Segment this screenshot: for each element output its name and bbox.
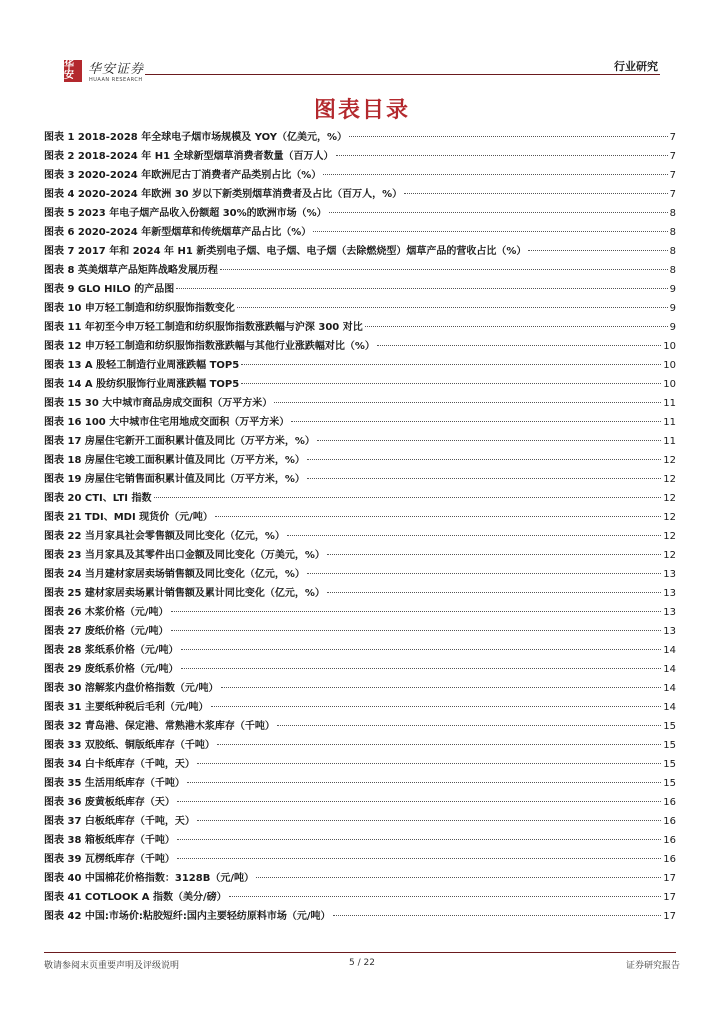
- toc-entry-page: 14: [663, 645, 676, 656]
- toc-leader-dots: [256, 877, 661, 878]
- toc-entry[interactable]: [44, 736, 676, 755]
- toc-leader-dots: [241, 383, 661, 384]
- toc-entry[interactable]: [44, 793, 676, 812]
- toc-entry-label: 图表 27 废纸价格（元/吨）: [44, 626, 169, 637]
- toc-entry-label: 图表 33 双胶纸、铜版纸库存（千吨）: [44, 740, 215, 751]
- toc-leader-dots: [237, 307, 668, 308]
- toc-entry[interactable]: [44, 698, 676, 717]
- toc-leader-dots: [404, 193, 668, 194]
- toc-entry[interactable]: [44, 489, 676, 508]
- toc-entry[interactable]: [44, 679, 676, 698]
- page-header: [0, 0, 724, 90]
- section-label: 行业研究: [614, 60, 658, 73]
- toc-leader-dots: [313, 231, 667, 232]
- toc-entry[interactable]: [44, 375, 676, 394]
- toc-entry-page: 14: [663, 683, 676, 694]
- toc-entry-page: 17: [663, 892, 676, 903]
- toc-entry-page: 9: [669, 303, 676, 314]
- toc-leader-dots: [336, 155, 668, 156]
- toc-entry[interactable]: [44, 128, 676, 147]
- toc-leader-dots: [241, 364, 661, 365]
- toc-entry-label: 图表 8 英美烟草产品矩阵战略发展历程: [44, 265, 218, 276]
- toc-entry-label: 图表 16 100 大中城市住宅用地成交面积（万平方米）: [44, 417, 290, 428]
- toc-entry-page: 13: [663, 569, 676, 580]
- toc-entry-label: 图表 11 年初至今申万轻工制造和纺织服饰指数涨跌幅与沪深 300 对比: [44, 322, 363, 333]
- toc-entry[interactable]: [44, 242, 676, 261]
- toc-entry-page: 15: [663, 740, 676, 751]
- toc-entry-label: 图表 37 白板纸库存（千吨，天）: [44, 816, 195, 827]
- footer-disclaimer: 敬请参阅末页重要声明及评级说明: [44, 961, 180, 971]
- brand-name: 华安证券: [88, 62, 145, 77]
- toc-entry[interactable]: [44, 565, 676, 584]
- toc-entry-page: 15: [663, 778, 676, 789]
- toc-entry-label: 图表 19 房屋住宅销售面积累计值及同比（万平方米，%）: [44, 474, 305, 485]
- toc-entry-label: 图表 34 白卡纸库存（千吨，天）: [44, 759, 195, 770]
- toc-leader-dots: [307, 459, 661, 460]
- toc-entry-page: 8: [669, 265, 676, 276]
- toc-entry-page: 12: [663, 455, 676, 466]
- toc-entry[interactable]: [44, 641, 676, 660]
- toc-entry-label: 图表 22 当月家具社会零售额及同比变化（亿元，%）: [44, 531, 285, 542]
- toc-entry-page: 15: [663, 759, 676, 770]
- toc-entry-page: 11: [663, 436, 676, 447]
- toc-leader-dots: [197, 763, 661, 764]
- toc-entry-label: 图表 31 主要纸种税后毛利（元/吨）: [44, 702, 209, 713]
- toc-entry-label: 图表 3 2020-2024 年欧洲尼古丁消费者产品类别占比（%）: [44, 170, 322, 181]
- toc-entry-page: 13: [663, 588, 676, 599]
- toc-leader-dots: [176, 288, 667, 289]
- toc-entry-page: 13: [663, 607, 676, 618]
- toc-entry-page: 13: [663, 626, 676, 637]
- toc-entry[interactable]: [44, 907, 676, 926]
- toc-entry-page: 8: [669, 246, 676, 257]
- toc-leader-dots: [377, 345, 661, 346]
- toc-leader-dots: [327, 554, 661, 555]
- toc-entry[interactable]: [44, 508, 676, 527]
- toc-leader-dots: [229, 896, 662, 897]
- toc-leader-dots: [181, 668, 662, 669]
- toc-entry[interactable]: [44, 204, 676, 223]
- toc-entry[interactable]: [44, 185, 676, 204]
- toc-entry-label: 图表 15 30 大中城市商品房成交面积（万平方米）: [44, 398, 273, 409]
- toc-entry-label: 图表 36 废黄板纸库存（天）: [44, 797, 175, 808]
- toc-entry-label: 图表 4 2020-2024 年欧洲 30 岁以下新类别烟草消费者及占比（百万人，%）: [44, 189, 403, 200]
- toc-entry-label: 图表 21 TDI、MDI 现货价（元/吨）: [44, 512, 213, 523]
- toc-entry-page: 14: [663, 702, 676, 713]
- toc-entry[interactable]: [44, 470, 676, 489]
- toc-entry[interactable]: [44, 166, 676, 185]
- toc-leader-dots: [291, 421, 661, 422]
- toc-entry-label: 图表 40 中国棉花价格指数：3128B（元/吨）: [44, 873, 254, 884]
- toc-entry[interactable]: [44, 261, 676, 280]
- toc-entry[interactable]: [44, 755, 676, 774]
- toc-entry-page: 11: [663, 398, 676, 409]
- toc-entry-label: 图表 32 青岛港、保定港、常熟港木浆库存（千吨）: [44, 721, 275, 732]
- toc-leader-dots: [171, 611, 662, 612]
- brand-name-english: HUAAN RESEARCH: [89, 77, 143, 83]
- toc-entry[interactable]: [44, 717, 676, 736]
- toc-leader-dots: [197, 820, 661, 821]
- toc-entry[interactable]: [44, 394, 676, 413]
- toc-entry-label: 图表 29 废纸系价格（元/吨）: [44, 664, 179, 675]
- toc-leader-dots: [217, 744, 661, 745]
- toc-leader-dots: [287, 535, 661, 536]
- toc-entry[interactable]: [44, 223, 676, 242]
- toc-entry-label: 图表 35 生活用纸库存（千吨）: [44, 778, 185, 789]
- toc-leader-dots: [221, 687, 662, 688]
- toc-entry-page: 17: [663, 873, 676, 884]
- toc-entry-page: 12: [663, 474, 676, 485]
- toc-entry[interactable]: [44, 546, 676, 565]
- toc-entry-page: 9: [669, 284, 676, 295]
- toc-entry-page: 16: [663, 816, 676, 827]
- toc-entry[interactable]: [44, 603, 676, 622]
- toc-entry-page: 16: [663, 835, 676, 846]
- toc-leader-dots: [181, 649, 662, 650]
- page-indicator: 5 / 22: [349, 958, 375, 968]
- toc-leader-dots: [329, 212, 668, 213]
- toc-entry[interactable]: [44, 869, 676, 888]
- brand-logo-mark: 华安: [64, 60, 74, 81]
- toc-entry-page: 16: [663, 854, 676, 865]
- toc-leader-dots: [171, 630, 662, 631]
- toc-entry-label: 图表 1 2018-2028 年全球电子烟市场规模及 YOY（亿美元，%）: [44, 132, 347, 143]
- toc-entry-label: 图表 42 中国:市场价:粘胶短纤:国内主要轻纺原料市场（元/吨）: [44, 911, 331, 922]
- toc-entry[interactable]: [44, 318, 676, 337]
- toc-leader-dots: [365, 326, 668, 327]
- toc-entry-label: 图表 13 A 股轻工制造行业周涨跌幅 TOP5: [44, 360, 240, 371]
- toc-leader-dots: [220, 269, 668, 270]
- toc-leader-dots: [187, 782, 661, 783]
- toc-entry-label: 图表 28 浆纸系价格（元/吨）: [44, 645, 179, 656]
- toc-entry[interactable]: [44, 774, 676, 793]
- toc-entry[interactable]: [44, 356, 676, 375]
- toc-entry-page: 17: [663, 911, 676, 922]
- toc-entry[interactable]: [44, 280, 676, 299]
- toc-leader-dots: [211, 706, 662, 707]
- toc-entry-page: 7: [669, 151, 676, 162]
- toc-leader-dots: [274, 402, 661, 403]
- toc-entry-label: 图表 23 当月家具及其零件出口金额及同比变化（万美元，%）: [44, 550, 325, 561]
- page-title: 图表目录: [313, 98, 410, 123]
- toc-leader-dots: [323, 174, 667, 175]
- toc-entry[interactable]: [44, 812, 676, 831]
- toc-entry-page: 14: [663, 664, 676, 675]
- toc-entry-label: 图表 17 房屋住宅新开工面积累计值及同比（万平方米，%）: [44, 436, 315, 447]
- toc-entry[interactable]: [44, 850, 676, 869]
- toc-entry-label: 图表 41 COTLOOK A 指数（美分/磅）: [44, 892, 227, 903]
- toc-leader-dots: [349, 136, 668, 137]
- toc-leader-dots: [177, 839, 661, 840]
- toc-entry-page: 8: [669, 227, 676, 238]
- toc-entry-page: 7: [669, 189, 676, 200]
- toc-entry-label: 图表 5 2023 年电子烟产品收入份额超 30%的欧洲市场（%）: [44, 208, 327, 219]
- toc-entry-label: 图表 14 A 股纺织服饰行业周涨跌幅 TOP5: [44, 379, 240, 390]
- toc-entry-label: 图表 20 CTI、LTI 指数: [44, 493, 152, 504]
- toc-entry-label: 图表 18 房屋住宅竣工面积累计值及同比（万平方米，%）: [44, 455, 305, 466]
- toc-leader-dots: [177, 858, 661, 859]
- toc-entry[interactable]: [44, 888, 676, 907]
- toc-leader-dots: [528, 250, 667, 251]
- toc-entry-page: 16: [663, 797, 676, 808]
- toc-entry[interactable]: [44, 660, 676, 679]
- toc-entry[interactable]: [44, 147, 676, 166]
- toc-entry-label: 图表 25 建材家居卖场累计销售额及累计同比变化（亿元，%）: [44, 588, 325, 599]
- footer-divider: [44, 952, 676, 953]
- toc-entry[interactable]: [44, 831, 676, 850]
- toc-entry[interactable]: [44, 432, 676, 451]
- toc-entry-page: 12: [663, 531, 676, 542]
- toc-entry-page: 10: [663, 341, 676, 352]
- toc-entry-label: 图表 30 溶解浆内盘价格指数（元/吨）: [44, 683, 219, 694]
- toc-entry[interactable]: [44, 584, 676, 603]
- toc-entry-label: 图表 10 申万轻工制造和纺织服饰指数变化: [44, 303, 235, 314]
- toc-entry-page: 12: [663, 493, 676, 504]
- toc-entry-label: 图表 9 GLO HILO 的产品图: [44, 284, 175, 295]
- report-type: 证券研究报告: [625, 961, 680, 971]
- toc-entry[interactable]: [44, 413, 676, 432]
- toc-entry-page: 10: [663, 360, 676, 371]
- toc-leader-dots: [177, 801, 661, 802]
- toc-entry-label: 图表 26 木浆价格（元/吨）: [44, 607, 169, 618]
- toc-entry-label: 图表 6 2020-2024 年新型烟草和传统烟草产品占比（%）: [44, 227, 312, 238]
- toc-leader-dots: [307, 573, 661, 574]
- toc-entry[interactable]: [44, 527, 676, 546]
- toc-entry-page: 9: [669, 322, 676, 333]
- toc-entry-label: 图表 38 箱板纸库存（千吨）: [44, 835, 175, 846]
- toc-entry-page: 11: [663, 417, 676, 428]
- toc-entry[interactable]: [44, 299, 676, 318]
- toc-entry-page: 12: [663, 512, 676, 523]
- toc-leader-dots: [333, 915, 662, 916]
- toc-entry-page: 15: [663, 721, 676, 732]
- toc-entry-label: 图表 12 申万轻工制造和纺织服饰指数涨跌幅与其他行业涨跌幅对比（%）: [44, 341, 375, 352]
- table-of-figures: [44, 128, 676, 926]
- toc-leader-dots: [154, 497, 662, 498]
- toc-entry-label: 图表 39 瓦楞纸库存（千吨）: [44, 854, 175, 865]
- toc-entry[interactable]: [44, 622, 676, 641]
- toc-entry-page: 8: [669, 208, 676, 219]
- header-divider: [145, 74, 660, 75]
- toc-entry[interactable]: [44, 451, 676, 470]
- toc-entry[interactable]: [44, 337, 676, 356]
- toc-entry-label: 图表 24 当月建材家居卖场销售额及同比变化（亿元，%）: [44, 569, 305, 580]
- toc-leader-dots: [215, 516, 661, 517]
- toc-entry-label: 图表 2 2018-2024 年 H1 全球新型烟草消费者数量（百万人）: [44, 151, 334, 162]
- toc-entry-page: 7: [669, 170, 676, 181]
- toc-leader-dots: [277, 725, 661, 726]
- toc-entry-page: 10: [663, 379, 676, 390]
- toc-entry-label: 图表 7 2017 年和 2024 年 H1 新类别电子烟、电子烟、电子烟（去除燃烧型）烟草产品的营收占比（%）: [44, 246, 527, 257]
- toc-leader-dots: [307, 478, 661, 479]
- brand-logo-icon: [64, 60, 82, 82]
- toc-entry-page: 7: [669, 132, 676, 143]
- toc-leader-dots: [317, 440, 661, 441]
- toc-entry-page: 12: [663, 550, 676, 561]
- toc-leader-dots: [327, 592, 661, 593]
